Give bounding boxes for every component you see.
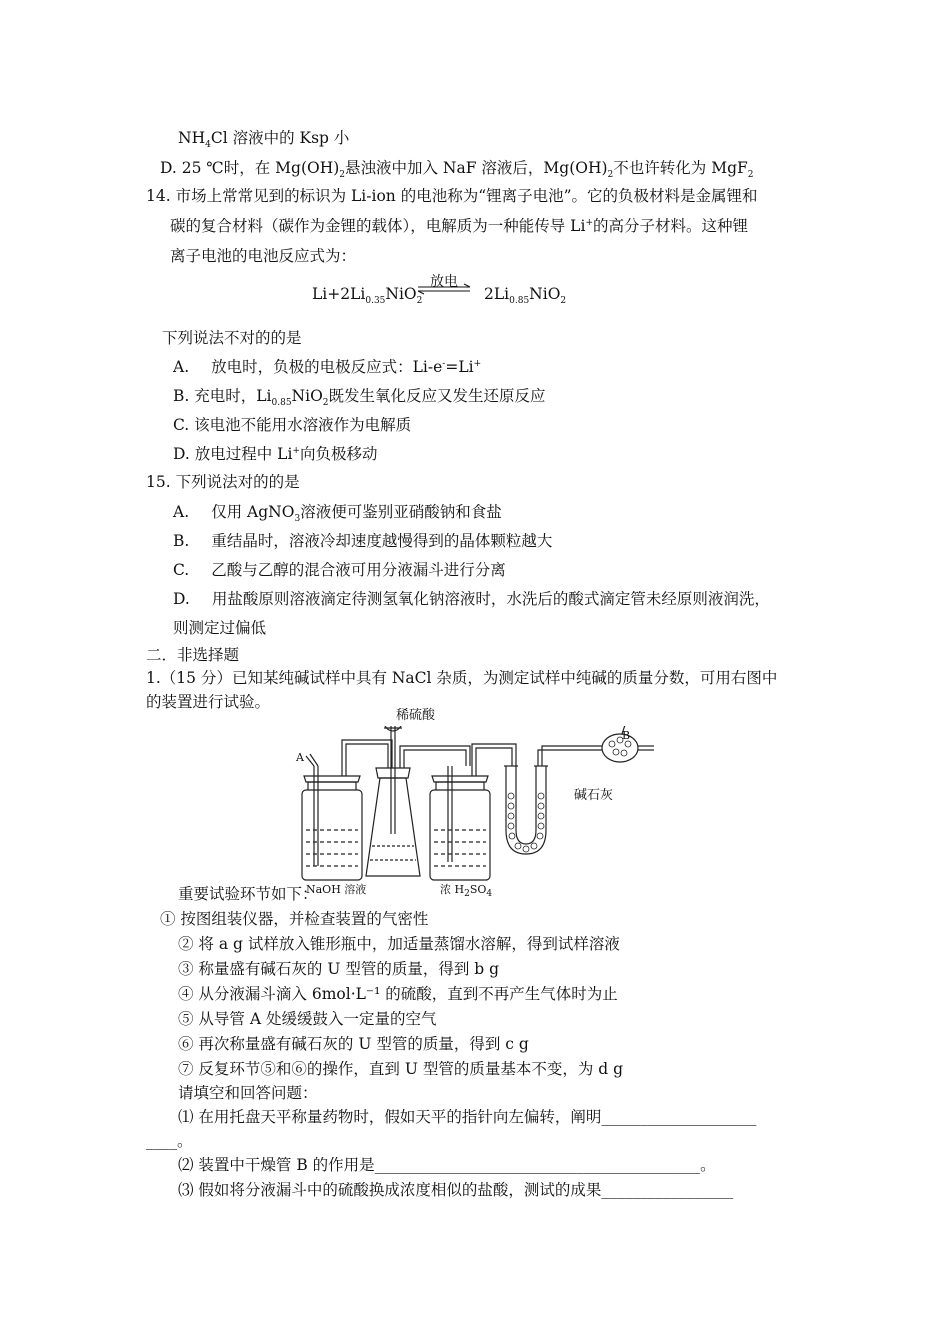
label-naoh-solution: NaOH 溶液 bbox=[306, 883, 367, 896]
question-1: ⑴ 在用托盘天平称量药物时，假如天平的指针向左偏转，阐明____________________ bbox=[178, 1108, 757, 1126]
label-conc-sulfuric-acid: 浓 $H_2SO_4$ bbox=[440, 883, 493, 900]
q15-option-b: B. 重结晶时，溶液冷却速度越慢得到的晶体颗粒越大 bbox=[173, 532, 553, 550]
p1-stem-line-1: 1.（15 分）已知某纯碱试样中具有 NaCl 杂质，为测定试样中纯碱的质量分数，可用右图中 bbox=[146, 669, 778, 687]
step-6: ⑥ 再次称量盛有碱石灰的 U 型管的质量，得到 c g bbox=[178, 1035, 529, 1053]
label-soda-lime: 碱石灰 bbox=[574, 788, 614, 803]
label-dilute-sulfuric-acid: 稀硫酸 bbox=[396, 708, 436, 723]
p1-stem-line-2: 的装置进行试验。 bbox=[146, 693, 271, 711]
q15-stem: 15. 下列说法对的的是 bbox=[146, 473, 300, 491]
q14-option-d: D. 放电过程中 Li+向负极移动 bbox=[173, 445, 378, 463]
question-3: ⑶ 假如将分液漏斗中的硫酸换成浓度相似的盐酸，测试的成果_________________ bbox=[178, 1181, 734, 1199]
label-a: A bbox=[296, 751, 304, 764]
step-7: ⑦ 反复环节⑤和⑥的操作，直到 U 型管的质量基本不变，为 d g bbox=[178, 1060, 624, 1078]
q14-equation-right: $2Li_{0.85}NiO_2$ bbox=[484, 285, 567, 307]
q14-equation-left: $Li+2Li_{0.35}NiO_2$ bbox=[312, 285, 423, 307]
q14-option-b: B. 充电时，$Li_{0.85}NiO_2$既发生氧化反应又发生还原反应 bbox=[173, 387, 546, 409]
q15-option-c: C. 乙酸与乙醇的混合液可用分液漏斗进行分离 bbox=[173, 561, 506, 579]
step-5: ⑤ 从导管 A 处缓缓鼓入一定量的空气 bbox=[178, 1010, 437, 1028]
step-2: ② 将 a g 试样放入锥形瓶中，加适量蒸馏水溶解，得到试样溶液 bbox=[178, 935, 620, 953]
steps-title: 重要试验环节如下： bbox=[178, 885, 318, 903]
q15-option-a: A. 仅用 AgNO$_3$溶液便可鉴别亚硝酸钠和食盐 bbox=[173, 503, 502, 525]
fill-title: 请填空和回答问题： bbox=[178, 1084, 318, 1102]
section-heading: 二．非选择题 bbox=[146, 646, 240, 664]
q14-ask: 下列说法不对的的是 bbox=[162, 329, 302, 347]
q14-stem-line-2: 碳的复合材料（碳作为金锂的载体），电解质为一种能传导 Li+的高分子材料。这种锂 bbox=[170, 217, 748, 235]
q15-option-d: D. 用盐酸原则溶液滴定待测氢氧化钠溶液时，水洗后的酸式滴定管未经原则液润洗， bbox=[173, 590, 770, 608]
q14-option-c: C. 该电池不能用水溶液作为电解质 bbox=[173, 416, 412, 434]
question-1-continuation: ____。 bbox=[146, 1132, 193, 1150]
q14-stem-line-1: 14. 市场上常常见到的标识为 Li-ion 的电池称为“锂离子电池”。它的负极材料是金属锂和 bbox=[146, 187, 758, 205]
q13-option-c-continuation: $NH_4Cl$ 溶液中的 Ksp 小 bbox=[178, 129, 350, 151]
reversible-arrow-icon bbox=[416, 283, 472, 295]
q14-stem-line-3: 离子电池的电池反应式为： bbox=[170, 247, 357, 265]
apparatus-drawing bbox=[292, 726, 664, 894]
step-3: ③ 称量盛有碱石灰的 U 型管的质量，得到 b g bbox=[178, 960, 500, 978]
label-b: B bbox=[622, 729, 631, 742]
step-4: ④ 从分液漏斗滴入 6mol·L⁻¹ 的硫酸，直到不再产生气体时为止 bbox=[178, 985, 618, 1003]
apparatus-diagram bbox=[292, 708, 664, 900]
q14-equation-condition: 放电 bbox=[430, 274, 458, 290]
step-1: ① 按图组装仪器，并检查装置的气密性 bbox=[160, 910, 429, 928]
question-2: ⑵ 装置中干燥管 B 的作用是__________________________________________。 bbox=[178, 1156, 716, 1174]
q13-option-d: D. 25 ℃时，在 $Mg(OH)_2$悬浊液中加入 NaF 溶液后，$Mg(OH)_2$不也许转化为 MgF$_2$ bbox=[160, 159, 754, 181]
q15-option-d-continuation: 则测定过偏低 bbox=[173, 619, 267, 637]
q14-option-a: A. 放电时，负极的电极反应式：Li-e-=Li+ bbox=[173, 358, 482, 376]
